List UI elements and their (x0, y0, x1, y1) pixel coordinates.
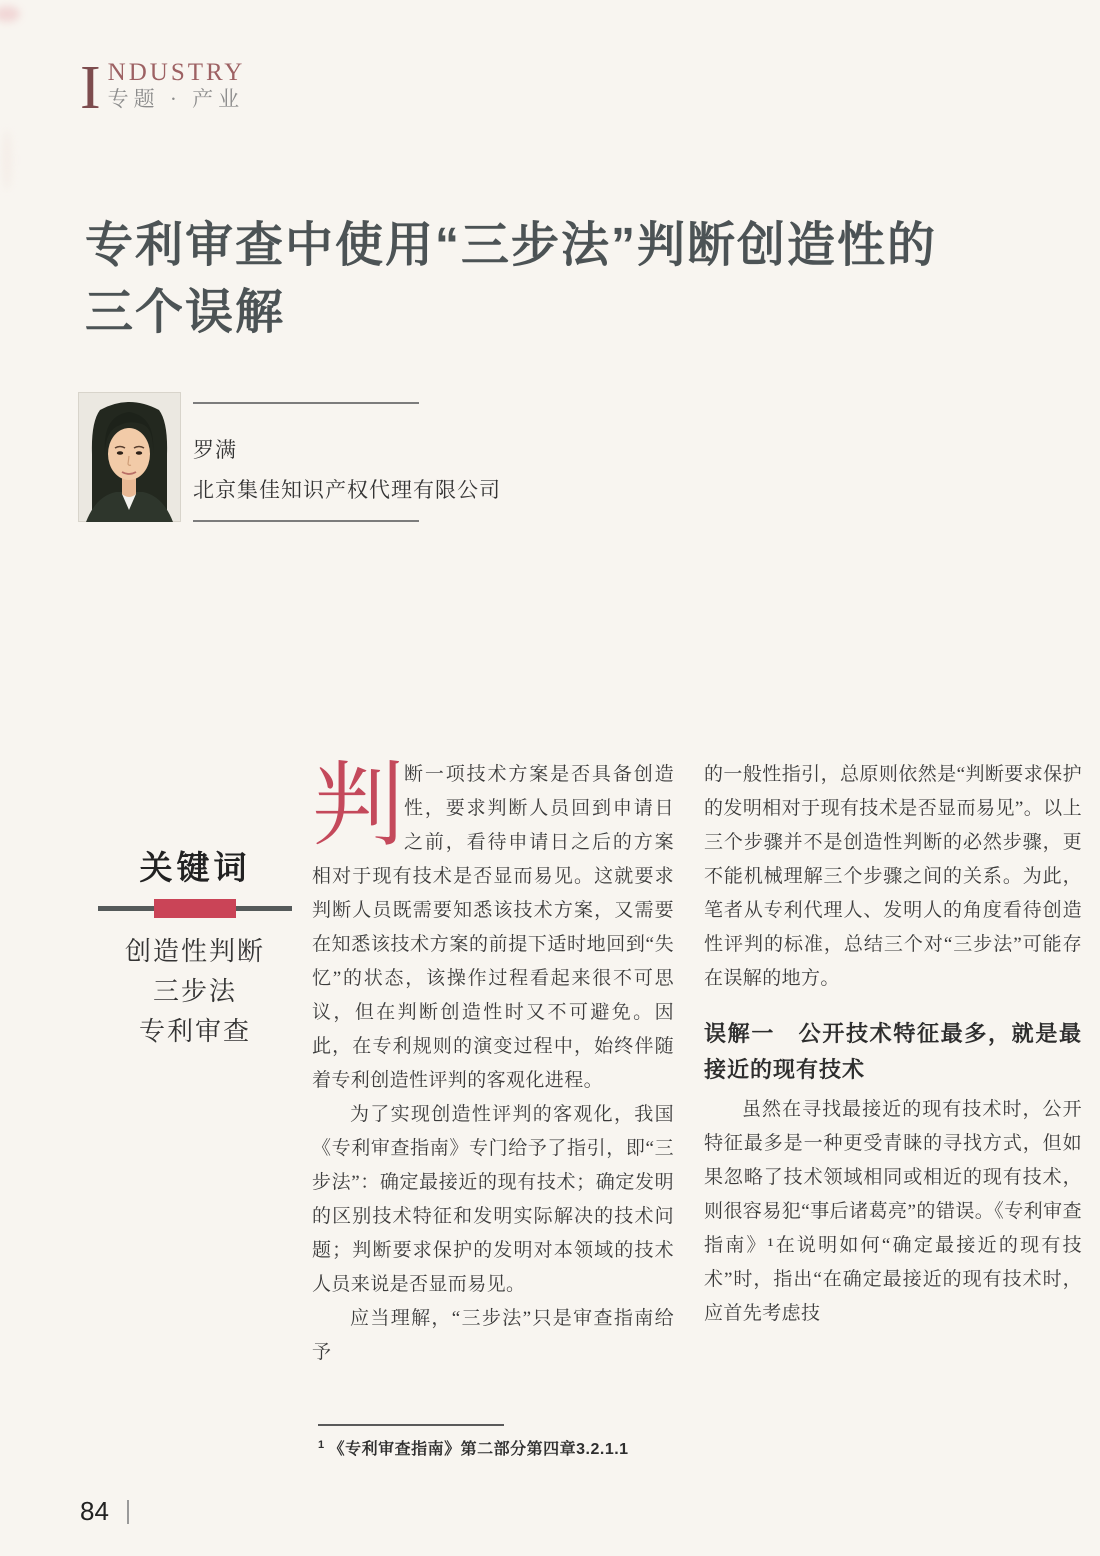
keywords-panel (98, 846, 292, 1052)
author-photo (78, 392, 181, 522)
section-heading-misunderstanding-1: 误解一 公开技术特征最多，就是最接近的现有技术 (704, 1021, 1082, 1082)
magazine-name: NDUSTRY (107, 59, 246, 86)
footnote-body: 《专利审查指南》第二部分第四章3.2.1.1 (328, 1441, 629, 1458)
keyword-item: 专利审查 (138, 1017, 251, 1046)
article-title-line1: 专利审查中使用“三步法”判断创造性的 (85, 219, 938, 272)
page-folio (80, 1496, 129, 1527)
article-title (85, 212, 1025, 346)
paragraph: 的一般性指引，总原则依然是“判断要求保护的发明相对于现有技术是否显而易见”。以上三个步骤并不是创造性判断的必然步骤，更不能机械理解三个步骤之间的关系。为此，笔者从专利代理人、发明人的角度看待创造性评判的标准，总结三个对“三步法”可能存在误解的地方。 (704, 764, 1082, 989)
page-number: 84 (80, 1496, 109, 1526)
author-affiliation: 北京集佳知识产权代理有限公司 (193, 478, 501, 502)
body-column-left (312, 755, 674, 1370)
masthead-initial: I (80, 54, 101, 122)
section-label: 专题 · 产业 (107, 87, 245, 111)
footnote (318, 1424, 738, 1459)
footnote-text (318, 1436, 738, 1459)
author-name: 罗满 (193, 438, 237, 462)
paragraph-text: 断一项技术方案是否具备创造性，要求判断人员回到申请日之前，看待申请日之后的方案相对于现有技术是否显而易见。这就要求判断人员既需要知悉该技术方案，又需要在知悉该技术方案的前提下适时地回到“失忆”的状态，该操作过程看起来很不可思议，但在判断创造性时又不可避免。因此，在专利规则的演变过程中，始终伴随着专利创造性评判的客观化进程。 (312, 764, 674, 1091)
keywords-list (98, 932, 292, 1052)
paragraph: 应当理解，“三步法”只是审查指南给予 (312, 1308, 674, 1363)
keywords-divider-accent (154, 899, 236, 918)
footnote-marker: 1 (318, 1438, 325, 1451)
author-divider-bottom (193, 520, 419, 522)
folio-divider (127, 1500, 129, 1524)
keyword-item: 创造性判断 (124, 937, 265, 966)
drop-cap: 判 (312, 755, 405, 857)
paragraph: 为了实现创造性评判的客观化，我国《专利审查指南》专门给予了指引，即“三步法”：确定最接近的现有技术；确定发明的区别技术特征和发明实际解决的技术问题；判断要求保护的发明对本领域的技术人员来说是否显而易见。 (312, 1104, 674, 1295)
footnote-rule (318, 1424, 504, 1426)
author-divider-top (193, 402, 419, 404)
masthead (80, 54, 246, 122)
scan-artifact (2, 130, 12, 190)
article-title-line2: 三个误解 (85, 286, 286, 339)
paragraph: 虽然在寻找最接近的现有技术时，公开特征最多是一种更受青睐的寻找方式，但如果忽略了技术领域相同或相近的现有技术，则很容易犯“事后诸葛亮”的错误。《专利审查指南》¹在说明如何“确定最接近的现有技术”时，指出“在确定最接近的现有技术时，应首先考虑技 (704, 1099, 1082, 1324)
keywords-divider (98, 898, 292, 918)
keyword-item: 三步法 (152, 977, 237, 1006)
keywords-heading: 关键词 (139, 851, 251, 887)
paragraph (312, 755, 674, 1098)
author-block (78, 392, 501, 522)
scan-artifact (0, 6, 20, 22)
body-column-right (704, 758, 1082, 1331)
